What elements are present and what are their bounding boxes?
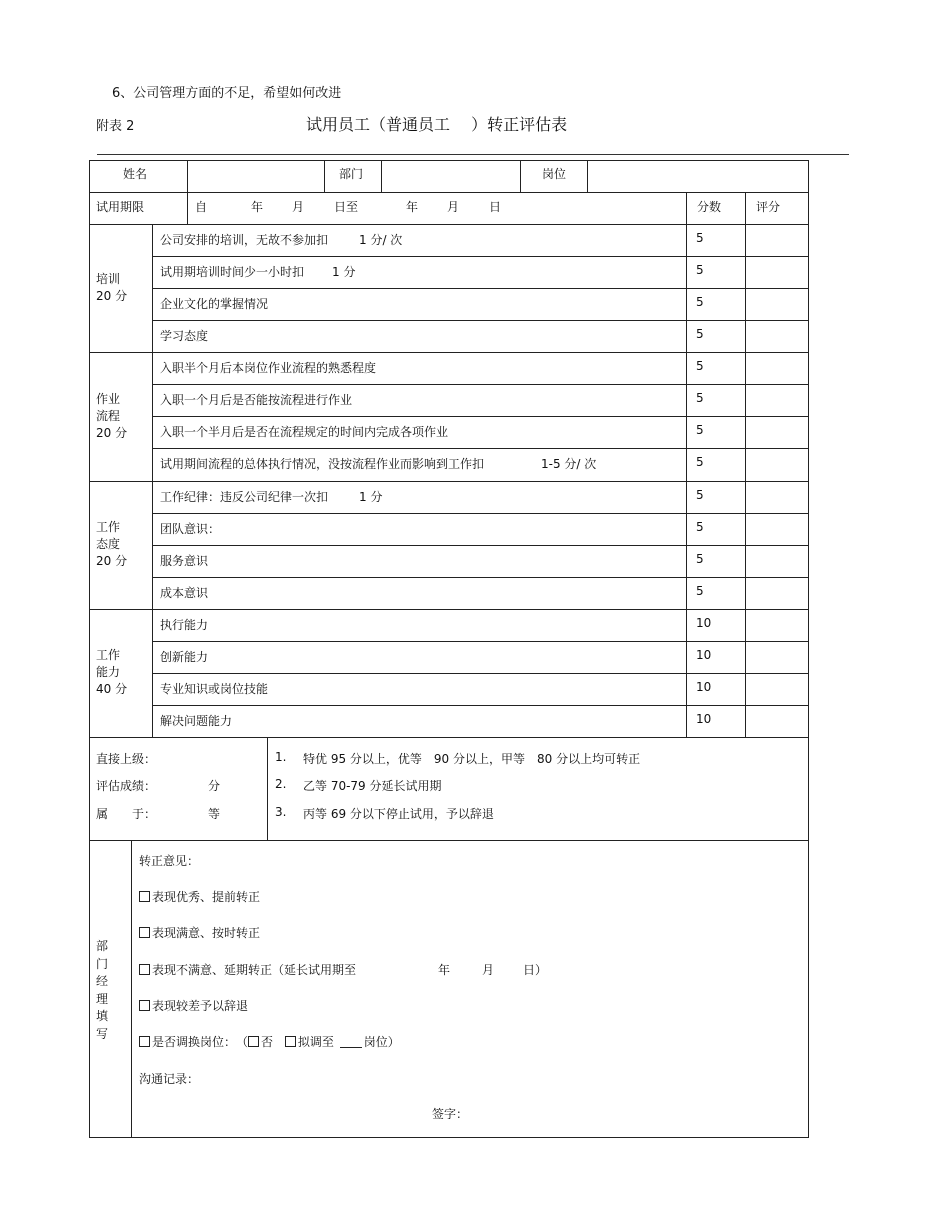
table-rule-h [152,448,809,449]
period-year-1: 年 [251,200,264,214]
manager-label-char: 理 [96,991,109,1006]
checkbox-dismiss[interactable] [139,1000,150,1011]
dept-label: 部门 [339,167,364,181]
section-label-line: 40 分 [96,682,128,697]
rating-cell[interactable] [747,483,806,511]
table-rule-v [520,160,521,193]
post-field[interactable] [590,162,806,190]
table-rule-v [131,840,132,1138]
manager-label-char: 部 [96,939,109,953]
option-excellent-label: 表现优秀、提前转正 [152,890,261,904]
section-label [96,647,127,698]
table-rule-h [152,641,809,642]
section-label-line: 工作 [96,520,121,535]
record-label: 沟通记录： [139,1072,200,1086]
table-rule-h [89,352,809,353]
points-label: 分 [208,779,221,793]
criterion-text: 入职一个半月后是否在流程规定的时间内完成各项作业 [160,425,449,440]
table-rule-h [89,1137,809,1138]
criterion-text: 入职半个月后本岗位作业流程的熟悉程度 [160,361,377,376]
criterion-text: 公司安排的培训，无故不参加扣 [160,233,329,247]
period-label: 试用期限 [96,200,145,214]
table-rule-h [152,416,809,417]
rule-1-num: 1. [275,750,287,764]
period-from: 自 [195,200,208,214]
checkbox-excellent[interactable] [139,891,150,902]
belongs-label: 属 于： [96,807,157,821]
criterion-deduction: 1-5 分/ 次 [541,457,597,472]
dept-field[interactable] [384,162,518,190]
table-rule-v [745,192,746,738]
plan-label: 拟调至 [297,1035,334,1049]
criterion-deduction: 1 分/ 次 [359,233,403,247]
table-rule-v [381,160,382,193]
rating-cell[interactable] [747,258,806,286]
title-underline [97,154,849,155]
table-rule-h [89,192,809,193]
period-year-2: 年 [406,200,419,214]
criterion-score: 5 [696,359,704,374]
criterion-score: 10 [696,647,712,662]
criterion-text: 成本意识 [160,585,209,600]
score-header: 分数 [697,200,722,214]
table-rule-v [187,160,188,225]
no-label: 否 [261,1035,274,1049]
table-rule-h [152,673,809,674]
rating-cell[interactable] [747,579,806,607]
table-rule-h [89,224,809,225]
table-rule-v [686,192,687,738]
rule-3-text: 丙等 69 分以下停止试用，予以辞退 [303,807,494,821]
table-rule-h [152,384,809,385]
criterion-text: 解决问题能力 [160,714,233,729]
section-label-line: 工作 [96,648,121,663]
rating-cell[interactable] [747,226,806,254]
table-rule-h [89,737,809,738]
extend-day: 日） [523,963,548,977]
criterion-text: 试用期间流程的总体执行情况，没按流程作业而影响到工作扣 [160,457,485,472]
criterion-score: 5 [696,519,704,534]
criterion-text: 入职一个月后是否能按流程进行作业 [160,393,353,408]
extend-month: 月 [482,963,495,977]
manager-label-char: 经 [96,974,109,989]
period-month-1: 月 [292,200,305,214]
criterion-deduction: 1 分 [332,265,356,280]
checkbox-transfer[interactable] [139,1036,150,1047]
manager-label-char: 填 [96,1009,109,1024]
criterion-score: 5 [696,327,704,342]
criterion-text: 服务意识 [160,553,209,568]
option-extend[interactable] [139,961,356,978]
option-extend-label: 表现不满意、延期转正（延长试用期至 [152,963,357,977]
rating-cell[interactable] [747,322,806,350]
period-month-2: 月 [447,200,460,214]
criterion-text: 工作纪律：违反公司纪律一次扣 [160,489,329,504]
opinion-label: 转正意见： [139,854,200,868]
table-rule-v [808,160,809,1138]
section-label [96,271,127,305]
option-transfer-label: 是否调换岗位： （ [152,1035,249,1049]
rule-2-num: 2. [275,777,287,791]
option-satisfied-label: 表现满意、按时转正 [152,926,261,940]
post-suffix: 岗位） [363,1035,400,1049]
option-dismiss[interactable] [139,997,248,1014]
rating-cell[interactable] [747,450,806,478]
checkbox-extend[interactable] [139,964,150,975]
supervisor-label: 直接上级： [96,752,157,766]
option-satisfied[interactable] [139,924,260,941]
criterion-text: 企业文化的掌握情况 [160,297,269,312]
rating-cell[interactable] [747,386,806,414]
criterion-text: 试用期培训时间少一小时扣 [160,265,305,280]
rule-3-num: 3. [275,805,287,819]
name-field[interactable] [190,162,322,190]
manager-label-char: 门 [96,956,109,971]
section-label-line: 流程 [96,408,121,423]
table-rule-h [89,840,809,841]
appendix-label: 附表 2 [96,119,135,134]
rating-cell[interactable] [747,290,806,318]
checkbox-plan[interactable] [285,1036,296,1047]
section-label-line: 培训 [96,272,121,287]
rating-cell[interactable] [747,707,806,735]
criterion-score: 5 [696,551,704,566]
period-day: 日 [489,200,502,214]
table-rule-h [152,513,809,514]
criterion-score: 5 [696,263,704,278]
sign-label: 签字： [432,1107,469,1121]
rule-1-text: 特优 95 分以上，优等 90 分以上，甲等 80 分以上均可转正 [303,752,641,766]
rating-cell[interactable] [747,547,806,575]
rating-cell[interactable] [747,354,806,382]
rating-header: 评分 [756,200,781,214]
table-rule-h [152,256,809,257]
extend-year: 年 [438,963,451,977]
table-rule-v [324,160,325,193]
table-rule-h [89,609,809,610]
option-excellent[interactable] [139,888,260,905]
section-label-line: 20 分 [96,425,128,440]
criterion-deduction: 1 分 [359,489,383,504]
option-dismiss-label: 表现较差予以辞退 [152,999,249,1013]
rating-cell[interactable] [747,418,806,446]
criterion-score: 5 [696,231,704,245]
checkbox-no[interactable] [248,1036,259,1047]
name-label: 姓名 [123,167,148,181]
result-label: 评估成绩： [96,779,157,793]
section-label-line: 20 分 [96,289,128,304]
question-text: 6、公司管理方面的不足，希望如何改进 [112,86,342,101]
checkbox-satisfied[interactable] [139,927,150,938]
table-rule-v [89,160,90,1138]
table-rule-h [152,288,809,289]
criterion-score: 5 [696,583,704,598]
table-rule-h [89,160,809,161]
criterion-text: 学习态度 [160,329,209,344]
section-label-line: 能力 [96,665,121,680]
criterion-text: 执行能力 [160,617,209,632]
option-transfer[interactable] [139,1033,400,1050]
section-label-line: 态度 [96,537,121,552]
section-label-line: 作业 [96,391,121,406]
period-day-to: 日至 [334,200,359,214]
section-label-line: 20 分 [96,554,128,569]
section-label [96,519,127,570]
section-label [96,391,127,442]
manager-label-char: 写 [96,1026,109,1041]
manager-label [96,938,110,1044]
criterion-text: 创新能力 [160,649,209,664]
criterion-score: 5 [696,391,704,406]
criterion-score: 10 [696,712,712,727]
criterion-score: 5 [696,487,704,502]
grade-label: 等 [208,807,221,821]
table-rule-h [152,705,809,706]
criterion-text: 专业知识或岗位技能 [160,681,269,696]
rating-cell[interactable] [747,675,806,703]
rating-cell[interactable] [747,643,806,671]
rule-2-text: 乙等 70-79 分延长试用期 [303,779,442,793]
table-rule-h [152,320,809,321]
plan-post-blank[interactable] [340,1047,362,1048]
table-rule-h [152,545,809,546]
post-label: 岗位 [542,167,567,181]
table-rule-v [267,737,268,841]
rating-cell[interactable] [747,611,806,639]
table-rule-h [89,481,809,482]
form-title: 试用员工（普通员工 ）转正评估表 [306,115,568,134]
criterion-score: 10 [696,679,712,694]
criterion-text: 团队意识： [160,521,221,536]
table-rule-v [587,160,588,193]
rating-cell[interactable] [747,515,806,543]
criterion-score: 5 [696,295,704,310]
criterion-score: 5 [696,455,704,470]
criterion-score: 10 [696,615,712,630]
table-rule-h [152,577,809,578]
criterion-score: 5 [696,423,704,438]
